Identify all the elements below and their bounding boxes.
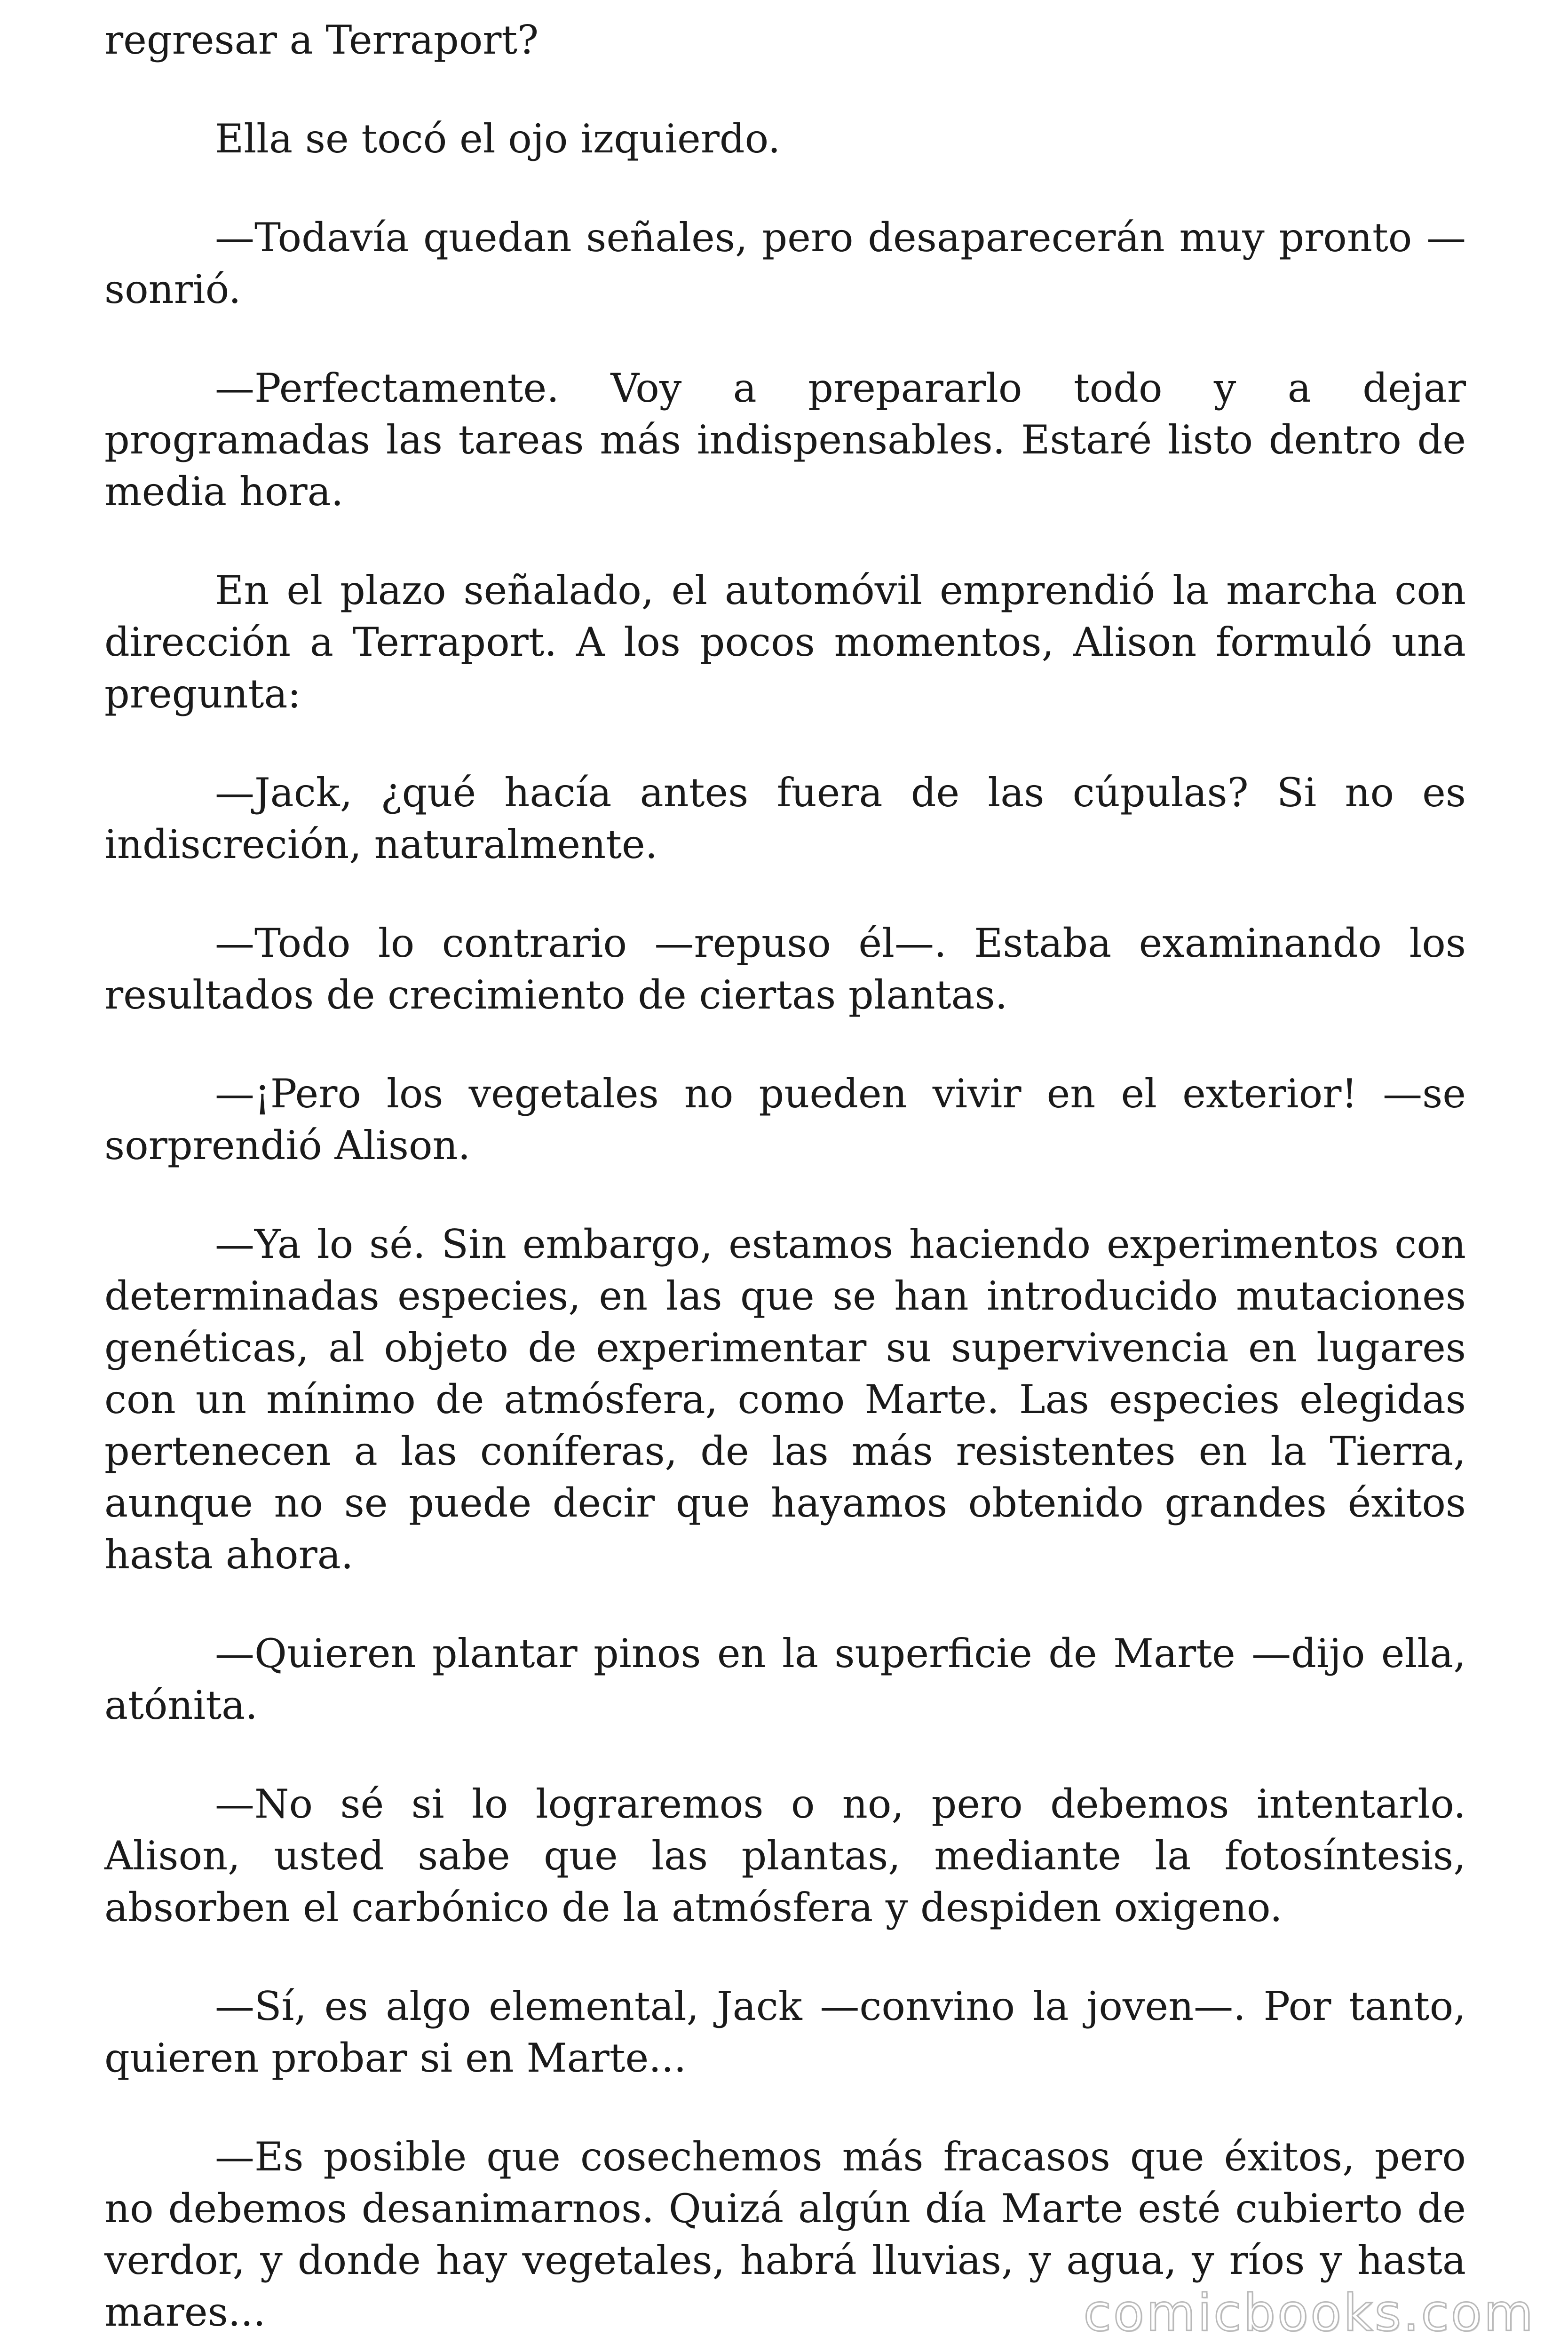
paragraph: En el plazo señalado, el automóvil emprendió la marcha con dirección a Terraport. A los pocos momentos, Alison formuló una pregunta: bbox=[104, 567, 1466, 717]
paragraph: —No sé si lo lograremos o no, pero debemos intentarlo. Alison, usted sabe que las plantas, mediante la fotosíntesis, absorben el carbónico de la atmósfera y despiden oxigeno. bbox=[104, 1781, 1466, 1931]
paragraph: —Todavía quedan señales, pero desaparecerán muy pronto —sonrió. bbox=[104, 215, 1466, 312]
paragraph: —Quieren plantar pinos en la superficie de Marte —dijo ella, atónita. bbox=[104, 1630, 1466, 1728]
paragraph: —Ya lo sé. Sin embargo, estamos haciendo experimentos con determinadas especies, en las que se han introducido mutaciones genéticas, al objeto de experimentar su supervivencia en lugares con un mínimo de atmósfera, como Marte. Las especies elegidas pertenecen a las coníferas, de las más resistentes en la Tierra, aunque no se puede decir que hayamos obtenido grandes éxitos hasta ahora. bbox=[104, 1221, 1466, 1578]
paragraph-continuation: regresar a Terraport? bbox=[104, 17, 539, 63]
paragraph: Ella se tocó el ojo izquierdo. bbox=[215, 116, 781, 162]
site-watermark: comicbooks.com bbox=[1083, 2284, 1535, 2343]
paragraph: —Sí, es algo elemental, Jack —convino la joven—. Por tanto, quieren probar si en Marte... bbox=[104, 1983, 1466, 2081]
paragraph: —Perfectamente. Voy a prepararlo todo y a dejar programadas las tareas más indispensables. Estaré listo dentro de media hora. bbox=[104, 365, 1466, 515]
body-text bbox=[104, 14, 1466, 2352]
paragraph: —Todo lo contrario —repuso él—. Estaba examinando los resultados de crecimiento de ciertas plantas. bbox=[104, 920, 1466, 1018]
paragraph: —¡Pero los vegetales no pueden vivir en el exterior! —se sorprendió Alison. bbox=[104, 1071, 1466, 1168]
paragraph: —Es posible que cosechemos más fracasos que éxitos, pero no debemos desanimarnos. Quizá algún día Marte esté cubierto de verdor, y donde hay vegetales, habrá lluvias, y agua, y ríos y hasta mares... bbox=[104, 2134, 1466, 2335]
paragraph: —Jack, ¿qué hacía antes fuera de las cúpulas? Si no es indiscreción, naturalmente. bbox=[104, 770, 1466, 867]
